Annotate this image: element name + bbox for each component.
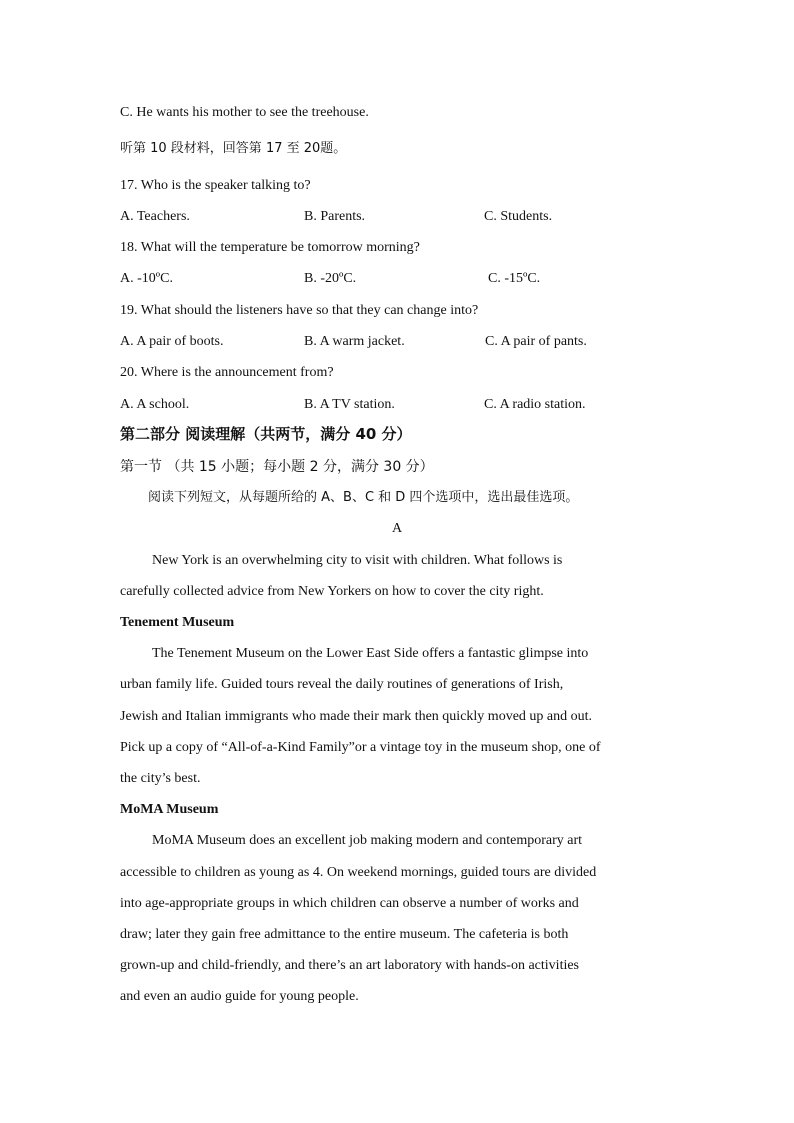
para1-line-2: urban family life. Guided tours reveal the daily routines of generations of Irish, [120, 677, 564, 692]
q18-option-c: C. -15ºC. [488, 271, 541, 286]
question-16-option-c: C. He wants his mother to see the treehouse. [120, 105, 369, 120]
para1-line-1: The Tenement Museum on the Lower East Side offers a fantastic glimpse into [152, 646, 589, 661]
para2-line-6: and even an audio guide for young people. [120, 989, 359, 1004]
q18-option-a: A. -10ºC. [120, 271, 173, 286]
question-18: 18. What will the temperature be tomorrow morning? [120, 240, 420, 255]
q20-option-b: B. A TV station. [304, 397, 395, 412]
part2-title: 第二部分 阅读理解（共两节，满分 40 分） [120, 425, 412, 443]
question-19: 19. What should the listeners have so that they can change into? [120, 303, 479, 318]
q19-option-c: C. A pair of pants. [485, 334, 587, 349]
question-17: 17. Who is the speaker talking to? [120, 178, 311, 193]
para2-line-4: draw; later they gain free admittance to the entire museum. The cafeteria is both [120, 927, 569, 942]
q19-option-a: A. A pair of boots. [120, 334, 224, 349]
para2-line-5: grown-up and child-friendly, and there’s an art laboratory with hands-on activities [120, 958, 580, 973]
q20-option-c: C. A radio station. [484, 397, 586, 412]
listening-instruction-10: 听第 10 段材料，回答第 17 至 20题。 [120, 141, 347, 156]
reading-instruction: 阅读下列短文，从每题所给的 A、B、C 和 D 四个选项中，选出最佳选项。 [148, 490, 579, 505]
question-20: 20. Where is the announcement from? [120, 365, 334, 380]
heading-tenement-museum: Tenement Museum [120, 615, 235, 630]
q17-option-c: C. Students. [484, 209, 553, 224]
q17-option-b: B. Parents. [304, 209, 366, 224]
q20-option-a: A. A school. [120, 397, 190, 412]
q18-option-b: B. -20ºC. [304, 271, 357, 286]
q17-option-a: A. Teachers. [120, 209, 190, 224]
para2-line-2: accessible to children as young as 4. On weekend mornings, guided tours are divided [120, 865, 597, 880]
para1-line-4: Pick up a copy of “All-of-a-Kind Family”or a vintage toy in the museum shop, one of [120, 740, 601, 755]
para1-line-3: Jewish and Italian immigrants who made their mark then quickly moved up and out. [120, 709, 593, 724]
q19-option-b: B. A warm jacket. [304, 334, 405, 349]
para2-line-3: into age-appropriate groups in which children can observe a number of works and [120, 896, 579, 911]
para2-line-1: MoMA Museum does an excellent job making modern and contemporary art [152, 833, 583, 848]
intro-line-2: carefully collected advice from New Yorkers on how to cover the city right. [120, 584, 544, 599]
passage-label: A [391, 521, 403, 536]
para1-line-5: the city’s best. [120, 771, 201, 786]
section1-title: 第一节 （共 15 小题；每小题 2 分，满分 30 分） [120, 459, 434, 475]
heading-moma-museum: MoMA Museum [120, 802, 219, 817]
intro-line-1: New York is an overwhelming city to visit with children. What follows is [152, 553, 563, 568]
